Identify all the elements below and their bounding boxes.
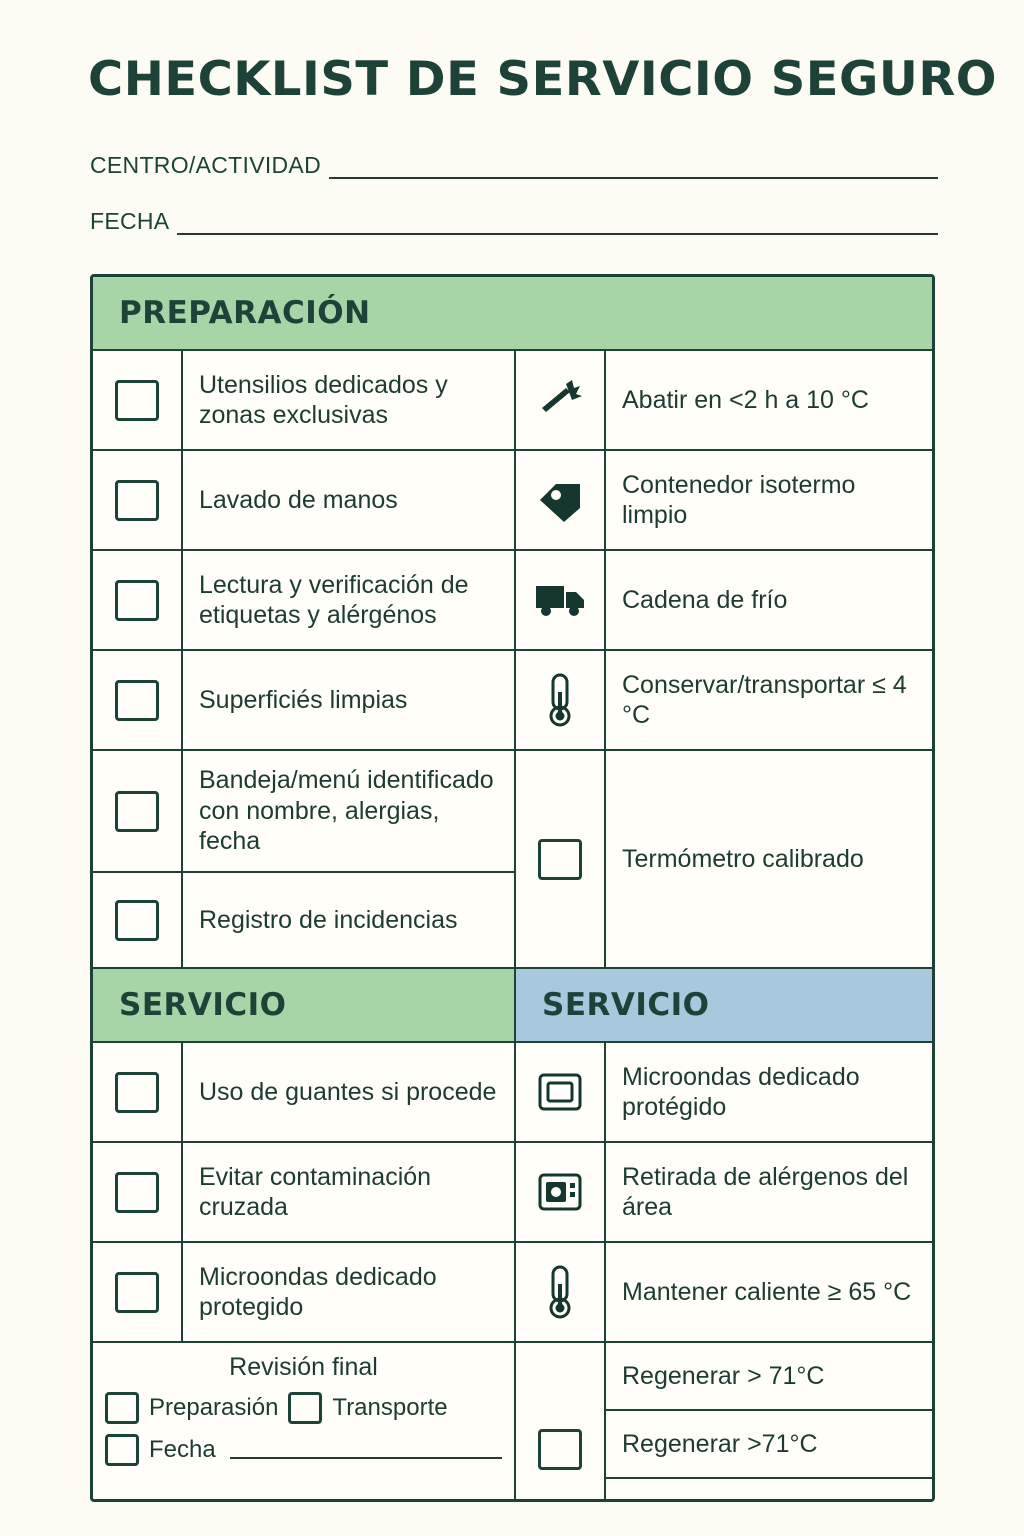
final-review-title: Revisión final <box>229 1353 378 1381</box>
regenerar-write-line[interactable] <box>606 1479 932 1502</box>
list-item-label: Cadena de frío <box>622 585 788 614</box>
checkbox-slot[interactable] <box>93 451 183 549</box>
regenerar-rows <box>606 1343 932 1502</box>
list-item-label: Microondas dedicado protegido <box>199 1262 437 1321</box>
preparacion-right-column <box>516 351 932 967</box>
list-item-label: Superficiés limpias <box>199 685 408 714</box>
fork-icon <box>516 351 606 449</box>
servicio-left-column <box>93 1043 516 1502</box>
section-title-servicio-right: SERVICIO <box>516 969 932 1041</box>
section-preparacion-body <box>93 351 932 967</box>
checkbox-slot[interactable] <box>93 751 183 871</box>
checkbox[interactable] <box>115 680 159 721</box>
list-item[interactable] <box>516 351 932 451</box>
section-title-servicio-left: SERVICIO <box>93 969 516 1041</box>
list-item-label: Conservar/transportar ≤ 4 °C <box>622 670 907 729</box>
checkbox[interactable] <box>538 839 582 880</box>
checkbox-preparasion[interactable] <box>105 1392 139 1424</box>
label-fecha: Fecha <box>149 1436 216 1463</box>
list-item[interactable] <box>93 351 514 451</box>
field-label-centro: CENTRO/ACTIVIDAD <box>90 152 321 178</box>
list-item-label: Microondas dedicado protégido <box>622 1062 860 1121</box>
list-item[interactable] <box>606 1343 932 1411</box>
page-title: CHECKLIST DE SERVICIO SEGURO <box>88 52 998 107</box>
checkbox[interactable] <box>115 1172 159 1213</box>
field-input-fecha[interactable] <box>177 213 938 235</box>
list-item[interactable] <box>516 751 932 967</box>
checkbox[interactable] <box>115 791 159 832</box>
list-item[interactable] <box>516 1143 932 1243</box>
microwave-icon <box>516 1043 606 1141</box>
checkbox[interactable] <box>115 380 159 421</box>
field-input-centro[interactable] <box>329 157 938 179</box>
final-review-date[interactable] <box>105 1434 502 1466</box>
field-label-fecha: FECHA <box>90 208 170 234</box>
list-item[interactable] <box>93 1243 514 1343</box>
list-item-label: Mantener caliente ≥ 65 °C <box>622 1277 912 1306</box>
list-item-label: Retirada de alérgenos del área <box>622 1162 909 1221</box>
checkbox-slot[interactable] <box>93 651 183 749</box>
checkbox-slot[interactable] <box>516 1343 606 1502</box>
label-transporte: Transporte <box>332 1394 448 1421</box>
thermometer-icon <box>516 1243 606 1341</box>
list-item[interactable] <box>516 551 932 651</box>
list-item[interactable] <box>516 1243 932 1343</box>
label-preparasion: Preparasión <box>149 1394 279 1421</box>
checkbox-slot[interactable] <box>93 873 183 967</box>
checkbox-slot[interactable] <box>93 1143 183 1241</box>
list-item-label: Bandeja/menú identificado con nombre, alergias, fecha <box>199 766 494 856</box>
checkbox-slot[interactable] <box>93 1043 183 1141</box>
list-item[interactable] <box>93 651 514 751</box>
checkbox-slot[interactable] <box>93 551 183 649</box>
list-item-label: Evitar contaminación cruzada <box>199 1162 432 1221</box>
appliance-icon <box>516 1143 606 1241</box>
list-item-label: Registro de incidencias <box>199 905 458 934</box>
checkbox[interactable] <box>115 580 159 621</box>
checkbox[interactable] <box>115 900 159 941</box>
input-fecha-final[interactable] <box>230 1441 502 1459</box>
list-item-label: Lectura y verificación de etiquetas y alérgénos <box>199 570 469 629</box>
list-item-label: Uso de guantes si procede <box>199 1077 497 1106</box>
truck-icon <box>516 551 606 649</box>
list-item[interactable] <box>93 751 514 873</box>
checkbox[interactable] <box>538 1429 582 1470</box>
servicio-right-column <box>516 1043 932 1502</box>
final-review-options[interactable] <box>105 1392 502 1424</box>
section-band-preparacion <box>93 277 932 351</box>
list-item[interactable] <box>606 1411 932 1479</box>
section-title-preparacion: PREPARACIÓN <box>93 277 932 349</box>
checkbox[interactable] <box>115 1272 159 1313</box>
list-item-label: Utensilios dedicados y zonas exclusivas <box>199 370 448 429</box>
list-item-label: Regenerar > 71°C <box>622 1361 825 1390</box>
tag-icon <box>516 451 606 549</box>
list-item-label: Contenedor isotermo limpio <box>622 470 856 529</box>
list-item-label: Lavado de manos <box>199 485 398 514</box>
preparacion-left-column <box>93 351 516 967</box>
checkbox[interactable] <box>115 1072 159 1113</box>
list-item[interactable] <box>93 1043 514 1143</box>
checkbox-slot[interactable] <box>93 351 183 449</box>
list-item[interactable] <box>93 451 514 551</box>
checkbox-slot[interactable] <box>516 751 606 967</box>
list-item[interactable] <box>93 1143 514 1243</box>
checkbox-slot[interactable] <box>93 1243 183 1341</box>
checkbox-fecha[interactable] <box>105 1434 139 1466</box>
section-band-servicio <box>93 967 932 1043</box>
field-fecha[interactable] <box>90 208 938 235</box>
list-item[interactable] <box>516 1043 932 1143</box>
final-review-block <box>93 1343 514 1488</box>
list-item-label: Regenerar >71°C <box>622 1429 818 1458</box>
list-item-label: Abatir en <2 h a 10 °C <box>622 385 869 414</box>
checklist-table <box>90 274 935 1502</box>
checkbox[interactable] <box>115 480 159 521</box>
list-item[interactable] <box>93 873 514 967</box>
list-item[interactable] <box>93 551 514 651</box>
thermometer-icon <box>516 651 606 749</box>
list-item-label: Termómetro calibrado <box>622 844 864 873</box>
section-servicio-body <box>93 1043 932 1502</box>
checkbox-transporte[interactable] <box>288 1392 322 1424</box>
list-item[interactable] <box>516 651 932 751</box>
field-centro-actividad[interactable] <box>90 152 938 179</box>
list-item[interactable] <box>516 451 932 551</box>
final-regenerar-block[interactable] <box>516 1343 932 1502</box>
